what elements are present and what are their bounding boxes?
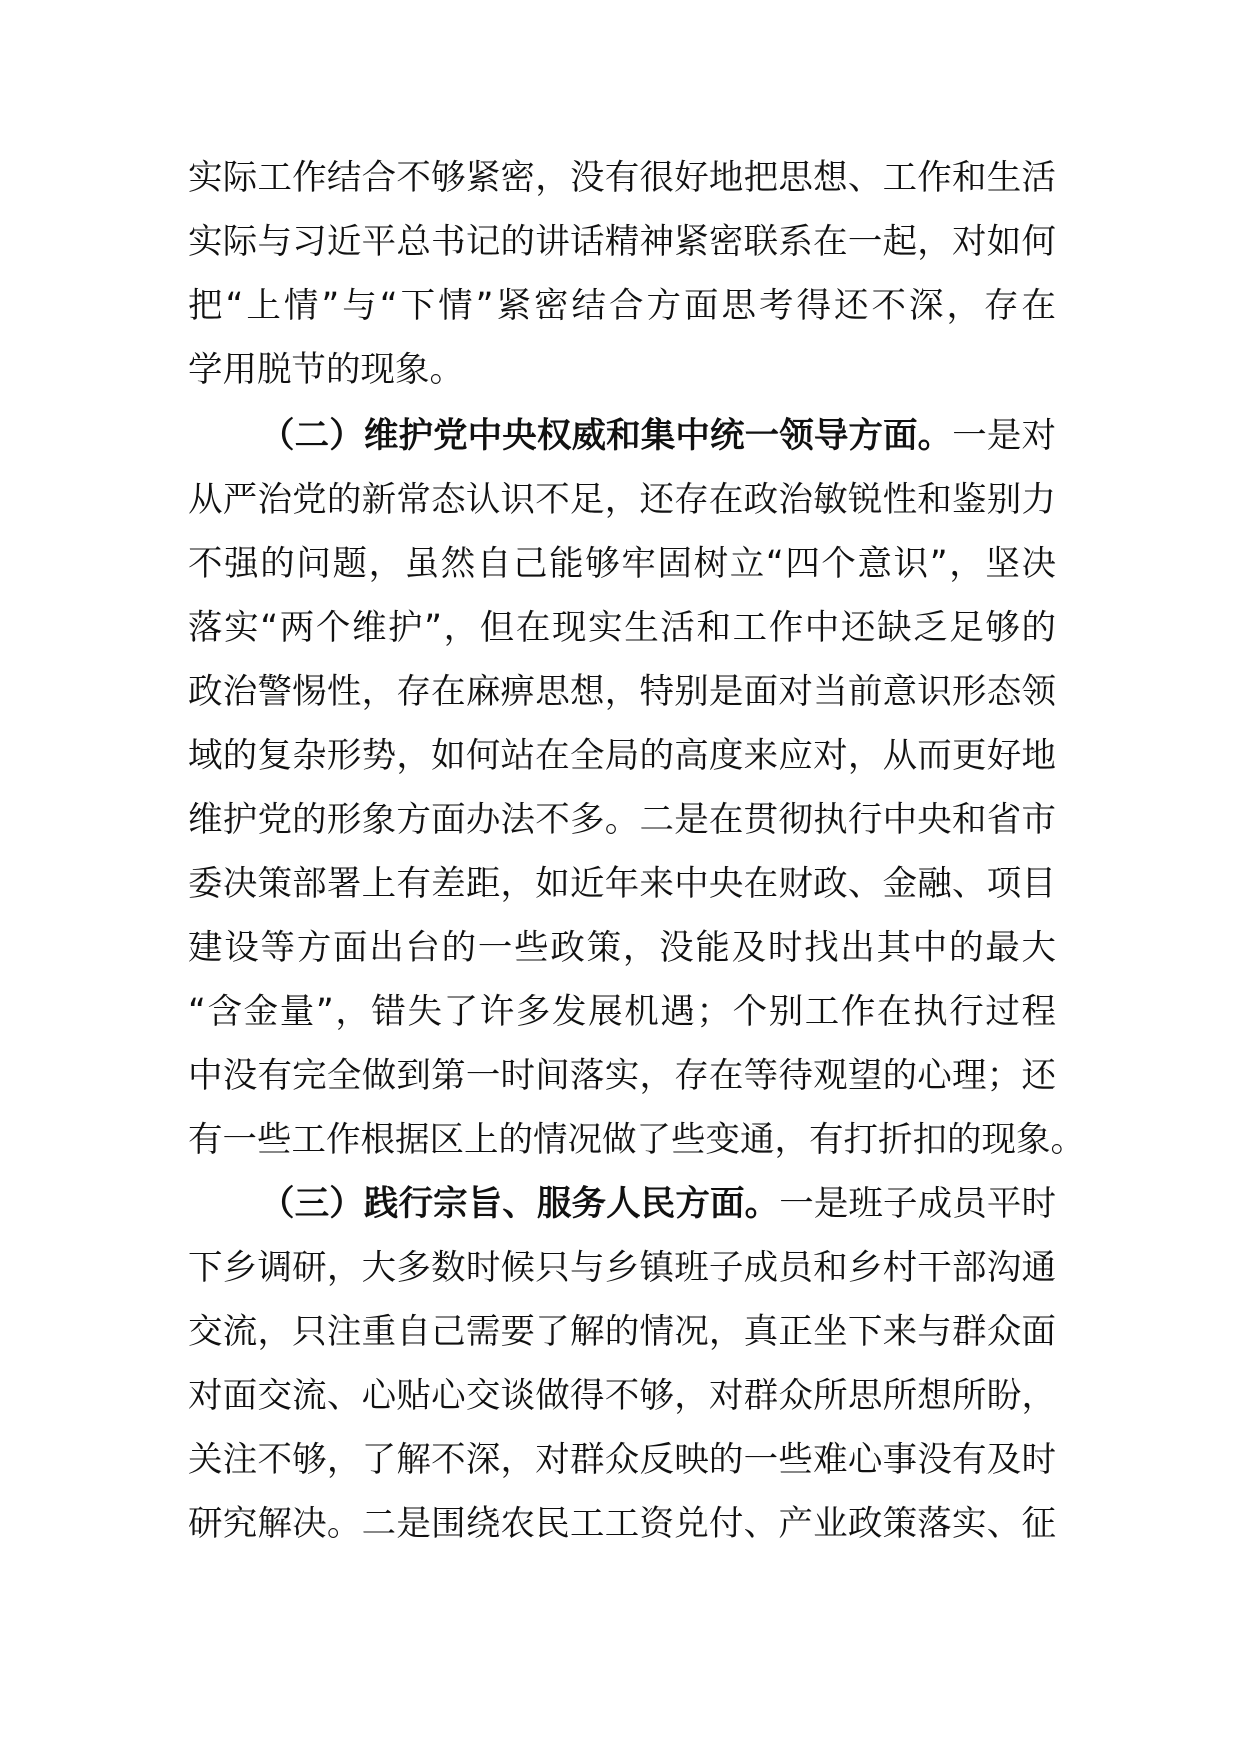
paragraph-first-line (188, 404, 1056, 468)
paragraph-line: 有一些工作根据区上的情况做了些变通，有打折扣的现象。 (188, 1120, 1085, 1160)
paragraph-line: 从严治党的新常态认识不足，还存在政治敏锐性和鉴别力 (188, 480, 1056, 520)
paragraph-line: “含金量”，错失了许多发展机遇；个别工作在执行过程 (188, 992, 1056, 1032)
paragraph-line: 实际与习近平总书记的讲话精神紧密联系在一起，对如何 (188, 222, 1056, 262)
paragraph-line: 委决策部署上有差距，如近年来中央在财政、金融、项目 (188, 864, 1056, 904)
paragraph-line: 维护党的形象方面办法不多。二是在贯彻执行中央和省市 (188, 800, 1056, 840)
paragraph-line: 学用脱节的现象。 (188, 350, 464, 390)
paragraph-line: 把“上情”与“下情”紧密结合方面思考得还不深，存在 (188, 286, 1056, 326)
paragraph-line: 研究解决。二是围绕农民工工资兑付、产业政策落实、征 (188, 1504, 1056, 1544)
paragraph-line: 关注不够，了解不深，对群众反映的一些难心事没有及时 (188, 1440, 1056, 1480)
paragraph-line: 落实“两个维护”，但在现实生活和工作中还缺乏足够的 (188, 608, 1056, 648)
paragraph-line: 不强的问题，虽然自己能够牢固树立“四个意识”，坚决 (188, 544, 1056, 584)
paragraph-line: 建设等方面出台的一些政策，没能及时找出其中的最大 (188, 928, 1056, 968)
paragraph-3 (188, 1172, 1056, 1556)
section-heading: （三）践行宗旨、服务人民方面。 (260, 1184, 780, 1224)
paragraph-first-line (188, 1172, 1056, 1236)
paragraph-line: 域的复杂形势，如何站在全局的高度来应对，从而更好地 (188, 736, 1056, 776)
paragraph-line: 对面交流、心贴心交谈做得不够，对群众所思所想所盼， (188, 1376, 1056, 1416)
paragraph-1 (188, 146, 1056, 402)
paragraph-line: 中没有完全做到第一时间落实，存在等待观望的心理；还 (188, 1056, 1056, 1096)
paragraph-2 (188, 404, 1085, 1172)
paragraph-line: 政治警惕性，存在麻痹思想，特别是面对当前意识形态领 (188, 672, 1056, 712)
paragraph-line: 下乡调研，大多数时候只与乡镇班子成员和乡村干部沟通 (188, 1248, 1056, 1288)
heading-continuation: 一是班子成员平时 (779, 1184, 1056, 1224)
paragraph-line: 实际工作结合不够紧密，没有很好地把思想、工作和生活 (188, 158, 1056, 198)
heading-continuation: 一是对 (952, 416, 1057, 456)
paragraph-line: 交流，只注重自己需要了解的情况，真正坐下来与群众面 (188, 1312, 1056, 1352)
section-heading: （二）维护党中央权威和集中统一领导方面。 (260, 416, 953, 456)
